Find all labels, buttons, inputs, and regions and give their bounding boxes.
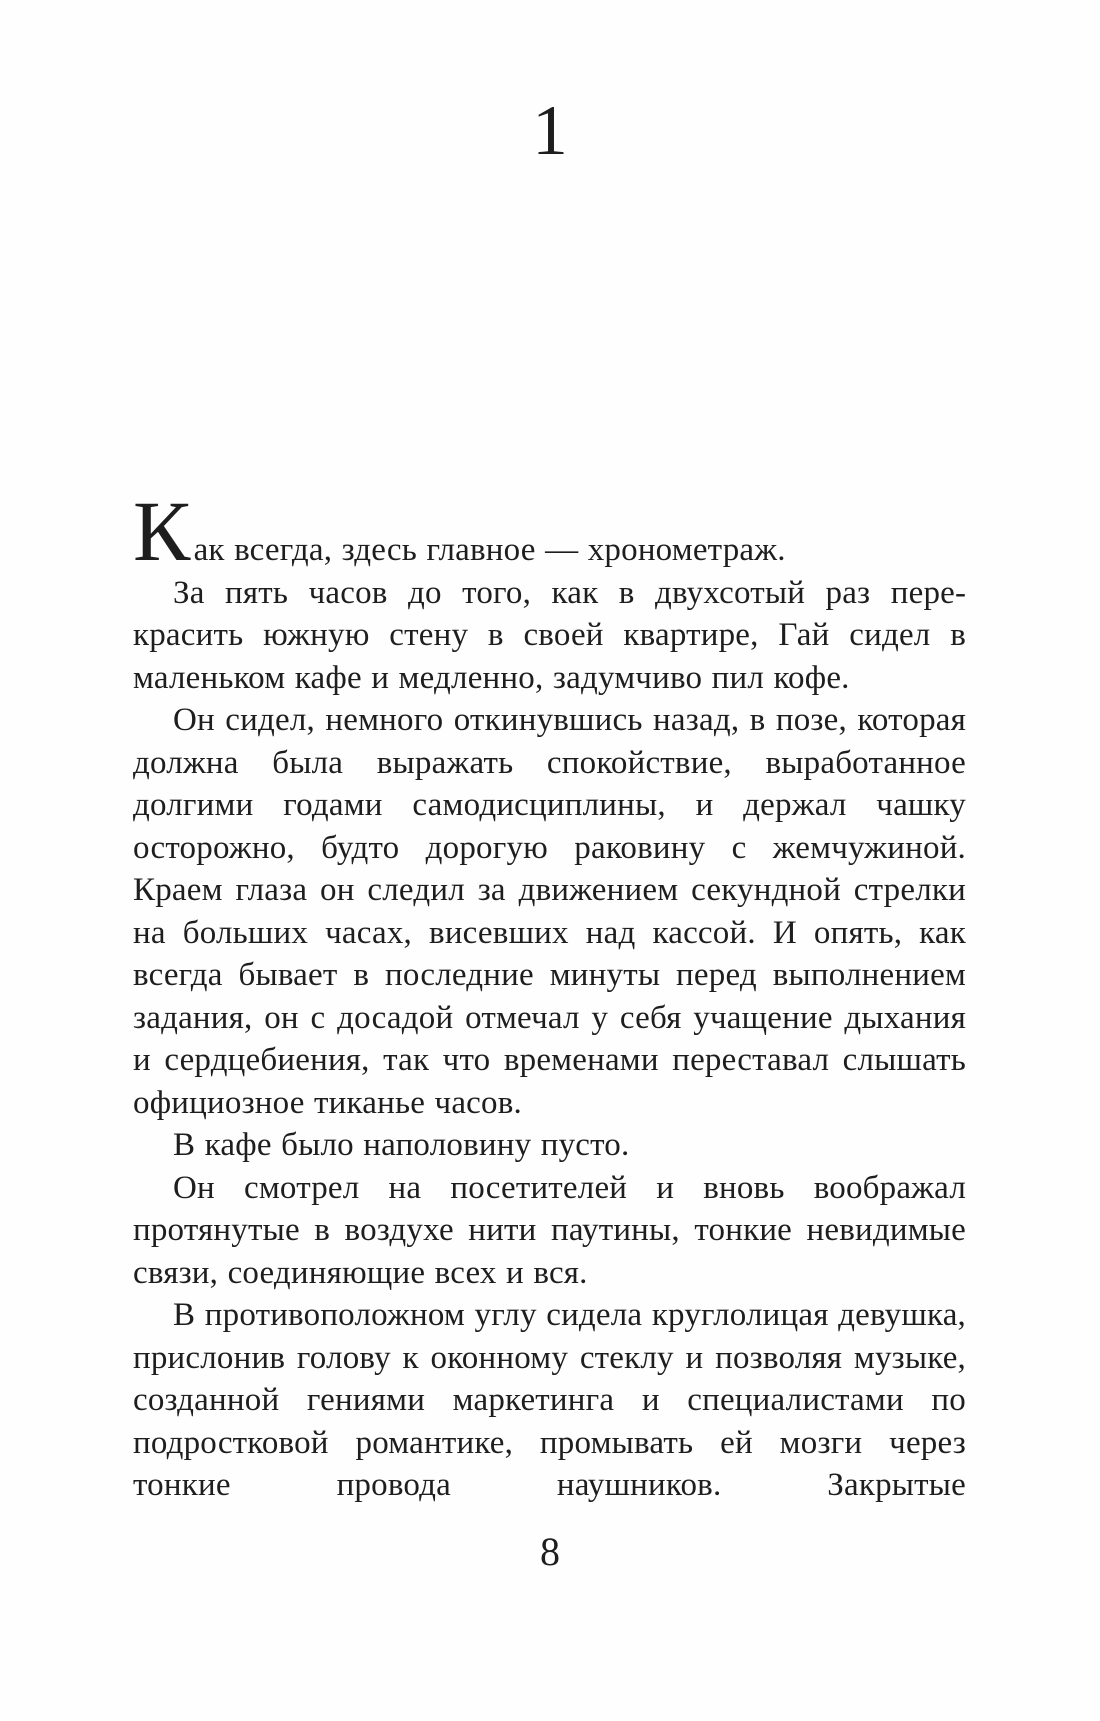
paragraph: В кафе было наполовину пусто. — [173, 1127, 630, 1163]
page-number: 8 — [540, 1529, 560, 1574]
paragraph-opening — [133, 483, 966, 579]
opening-line-text: ак всегда, здесь главное — хронометраж. — [193, 532, 786, 568]
paragraph: Он сидел, немного откинувшись назад, в позе, которая должна была выражать спокойствие, выработанное долгими годами самодисциплины, и держал чашку осторожно, будто дорогую раковину с жемчужиной. Краем глаза он следил за движением секундной стрелки на больших часах, висевших над кассой. И опять, как всегда бывает в последние минуты перед выполнением задания, он с досадой отмечал у себя учащение дыхания и сердцебиения, так что временами переставал слышать официозное тиканье часов. — [133, 702, 966, 1121]
dropcap-letter: К — [133, 483, 191, 579]
paragraph: В противоположном углу сидела круглолицая девушка, прислонив голову к оконному стеклу и позволяя музыке, созданной гениями маркетинга и специалистами по подростковой романтике, промывать ей мозги через тонкие провода наушников. Закрытые — [133, 1297, 966, 1503]
page-text-block — [133, 483, 966, 1507]
chapter-number: 1 — [532, 92, 568, 170]
paragraph: Он смотрел на посетителей и вновь воображал протянутые в воздухе нити паутины, тонкие невидимые связи, соединяющие всех и вся. — [133, 1169, 966, 1291]
paragraph: За пять часов до того, как в двухсотый раз перекрасить южную стену в своей квартире, Гай сидел в маленьком кафе и медленно, задумчиво пил кофе. — [133, 574, 966, 696]
